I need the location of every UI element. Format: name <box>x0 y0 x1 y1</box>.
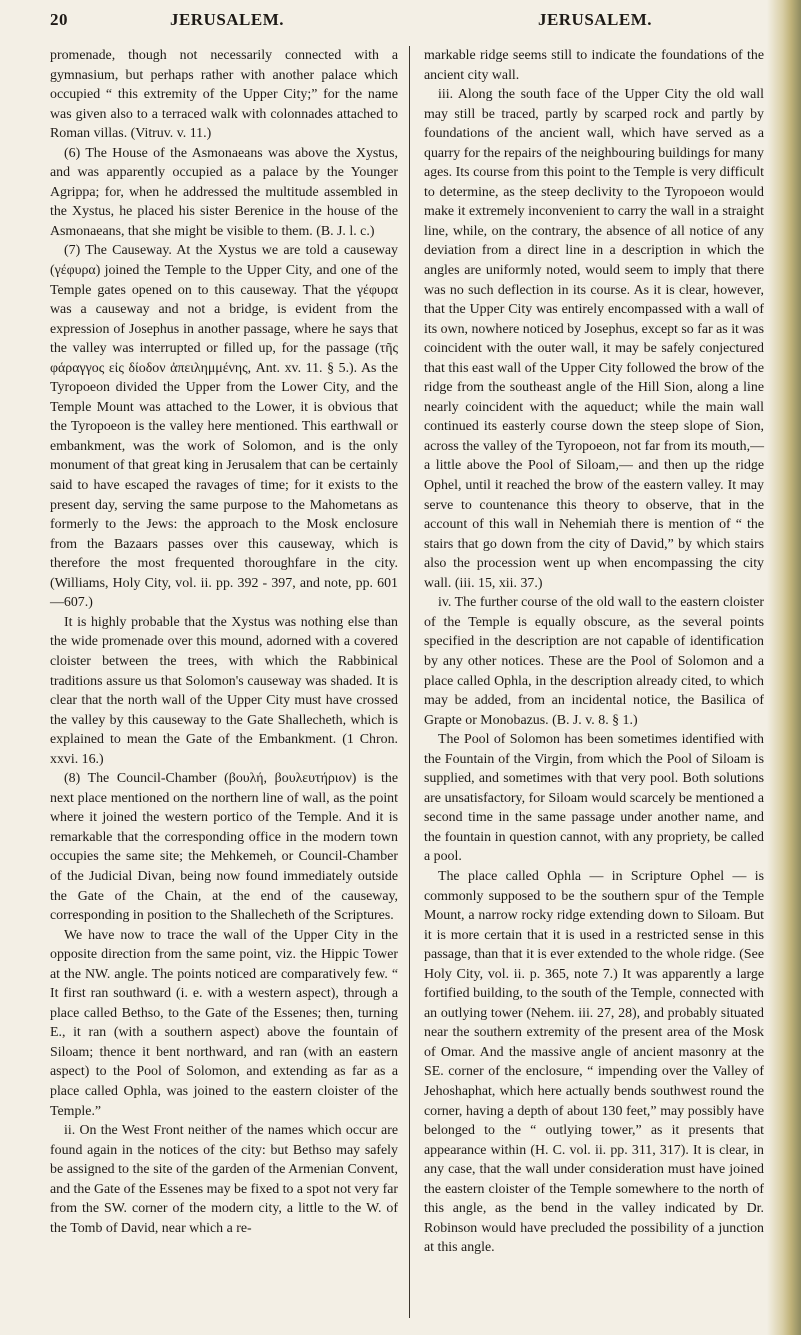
right-text-column <box>424 46 764 1258</box>
column-divider <box>409 46 410 1318</box>
paragraph: We have now to trace the wall of the Upper City in the opposite direction from the same point, viz. the Hippic Tower at the NW. angle. The points noticed are comparatively few. “ It first ran southward (i. e. with a western aspect), through a place called Bethso, to the Gate of the Essenes; then, turning E., it ran (with a southern aspect) above the fountain of Siloam; thence it bent northward, and ran (with an eastern aspect) to the Pool of Solomon, and extending as far as a place called Ophla, was joined to the eastern cloister of the Temple.” <box>50 927 398 1119</box>
paragraph: iii. Along the south face of the Upper City the old wall may still be traced, partly by scarped rock and partly by foundations of the ancient wall, which have served as a quarry for the repairs of the neighbouring buildings for many ages. Its course from this point to the Temple is very difficult to determine, as the steep declivity to the Tyropoeon would make it extremely inconvenient to carry the wall in a straight line, while, on the contrary, the absence of all notice of any deviation from a direct line in a description in which the angles are uniformly noted, would seem to imply that there was no such deflection in its course. As it is clear, however, that the Upper City was entirely encompassed with a wall of its own, nowhere noticed by Josephus, except so far as it was coincident with the outer wall, it may be safely conjectured that this east wall of the Upper City followed the brow of the ridge from the southeast angle of the Hill Sion, along a line nearly coincident with the aqueduct; while the main wall continued its easterly course down the steep slope of Sion, across the valley of the Tyropoeon, not far from its mouth,—a little above the Pool of Siloam,— and then up the ridge Ophel, until it reached the brow of the eastern valley. It may serve to countenance this theory to observe, that in the account of this wall in Nehemiah there is mention of “ the stairs that go down from the city of David,” by which stairs also the procession went up when encompassing the city wall. (iii. 15, xii. 37.) <box>424 87 764 591</box>
paragraph: iv. The further course of the old wall to the eastern cloister of the Temple is equally obscure, as the several points specified in the description are not capable of identification by any other notices. These are the Pool of Solomon and a place called Ophla, in the description already cited, to which may be added, from an incidental notice, the Basilica of Grapte or Monobazus. (B. J. v. 8. § 1.) <box>424 595 764 728</box>
paragraph: markable ridge seems still to indicate the foundations of the ancient city wall. <box>424 48 764 83</box>
paragraph: promenade, though not necessarily connected with a gymnasium, but perhaps rather with another palace which occupied “ this extremity of the Upper City;” for the name was given also to a terraced walk with colonnades attached to Roman villas. (Vitruv. v. 11.) <box>50 48 398 142</box>
paragraph: ii. On the West Front neither of the names which occur are found again in the notices of the city: but Bethso may safely be assigned to the site of the garden of the Armenian Convent, and the Gate of the Essenes may be fixed to a spot not very far from the SW. corner of the modern city, a little to the W. of the Tomb of David, near which a re- <box>50 1123 398 1236</box>
running-header <box>50 10 766 36</box>
right-running-title: JERUSALEM. <box>537 10 653 29</box>
left-text-column <box>50 46 398 1238</box>
paragraph: It is highly probable that the Xystus was nothing else than the wide promenade over this mound, adorned with a covered cloister between the trees, with which the Rabbinical traditions assure us that Solomon's causeway was shaded. It is clear that the north wall of the Upper City must have crossed the valley by this causeway to the Gate Shallecheth, which is explained to mean the Gate of the Embankment. (1 Chron. xxvi. 16.) <box>50 614 398 767</box>
paragraph: (6) The House of the Asmonaeans was above the Xystus, and was apparently occupied as a palace by the Younger Agrippa; for, when he addressed the multitude assembled in the Xystus, he placed his sister Berenice in the house of the Asmonaeans, that she might be visible to them. (B. J. l. c.) <box>50 145 398 239</box>
paragraph: The place called Ophla — in Scripture Ophel — is commonly supposed to be the southern spur of the Temple Mount, a narrow rocky ridge extending down to Siloam. But it is more certain that it is used in a restricted sense in this passage, than that it is ever extended to the whole ridge. (See Holy City, vol. ii. p. 365, note 7.) It was apparently a large fortified building, to the south of the Temple, connected with an outlying tower (Nehem. iii. 27, 28), and probably situated near the southern extremity of the present area of the Mosk of Omar. And the massive angle of ancient masonry at the SE. corner of the enclosure, “ impending over the Valley of Jehoshaphat, which here actually bends southwest round the corner, having a depth of about 130 feet,” may possibly have belonged to the “ outlying tower,” as it presents that appearance within (H. C. vol. ii. pp. 311, 317). It is clear, in any case, that the wall under consideration must have joined the eastern cloister of the Temple somewhere to the north of this angle, as the bend in the valley indicated by Dr. Robinson would have precluded the possibility of a junction at this angle. <box>424 868 764 1256</box>
paragraph: The Pool of Solomon has been sometimes identified with the Fountain of the Virgin, from which the Pool of Siloam is supplied, and sometimes with that very pool. Both solutions are unsatisfactory, for Siloam would scarcely be mentioned a second time in the same passage under another name, and the fountain in question cannot, with any propriety, be called a pool. <box>424 732 764 865</box>
left-running-title: JERUSALEM. <box>169 10 285 29</box>
paragraph: (7) The Causeway. At the Xystus we are told a causeway (γέφυρα) joined the Temple to the Upper City, and one of the Temple gates opened on to this causeway. That the γέφυρα was a causeway and not a bridge, is evident from the expression of Josephus in another passage, where he says that the valley was interrupted or filled up, for the passage (τῆς φάραγγος εἰς δίοδον ἀπειλημμένης, Ant. xv. 11. § 5.). As the Tyropoeon divided the Upper from the Lower City, and the Temple Mount was attached to the Lower, it is obvious that the Tyropoeon is the valley here mentioned. This earthwall or embankment, was the work of Solomon, and is the only monument of that great king in Jerusalem that can be certainly said to have escaped the ravages of time; for it exists to the present day, serving the same purpose to the Mahometans as formerly to the Jews: the approach to the Mosk enclosure from the Bazaars passes over this causeway, which is therefore the most frequented thoroughfare in the city. (Williams, Holy City, vol. ii. pp. 392 - 397, and note, pp. 601—607.) <box>50 243 398 611</box>
page-edge-binding <box>767 0 801 1335</box>
page-number: 20 <box>50 10 68 29</box>
paragraph: (8) The Council-Chamber (βουλή, βουλευτήριον) is the next place mentioned on the northern line of wall, as the point where it joined the western portico of the Temple. And it is remarkable that the corresponding office in the modern town occupies the same site; the Mehkemeh, or Council-Chamber of the Judicial Divan, being now found immediately outside the Gate of the Chain, at the end of the causeway, corresponding in position to the Shallecheth of the Scriptures. <box>50 771 398 924</box>
